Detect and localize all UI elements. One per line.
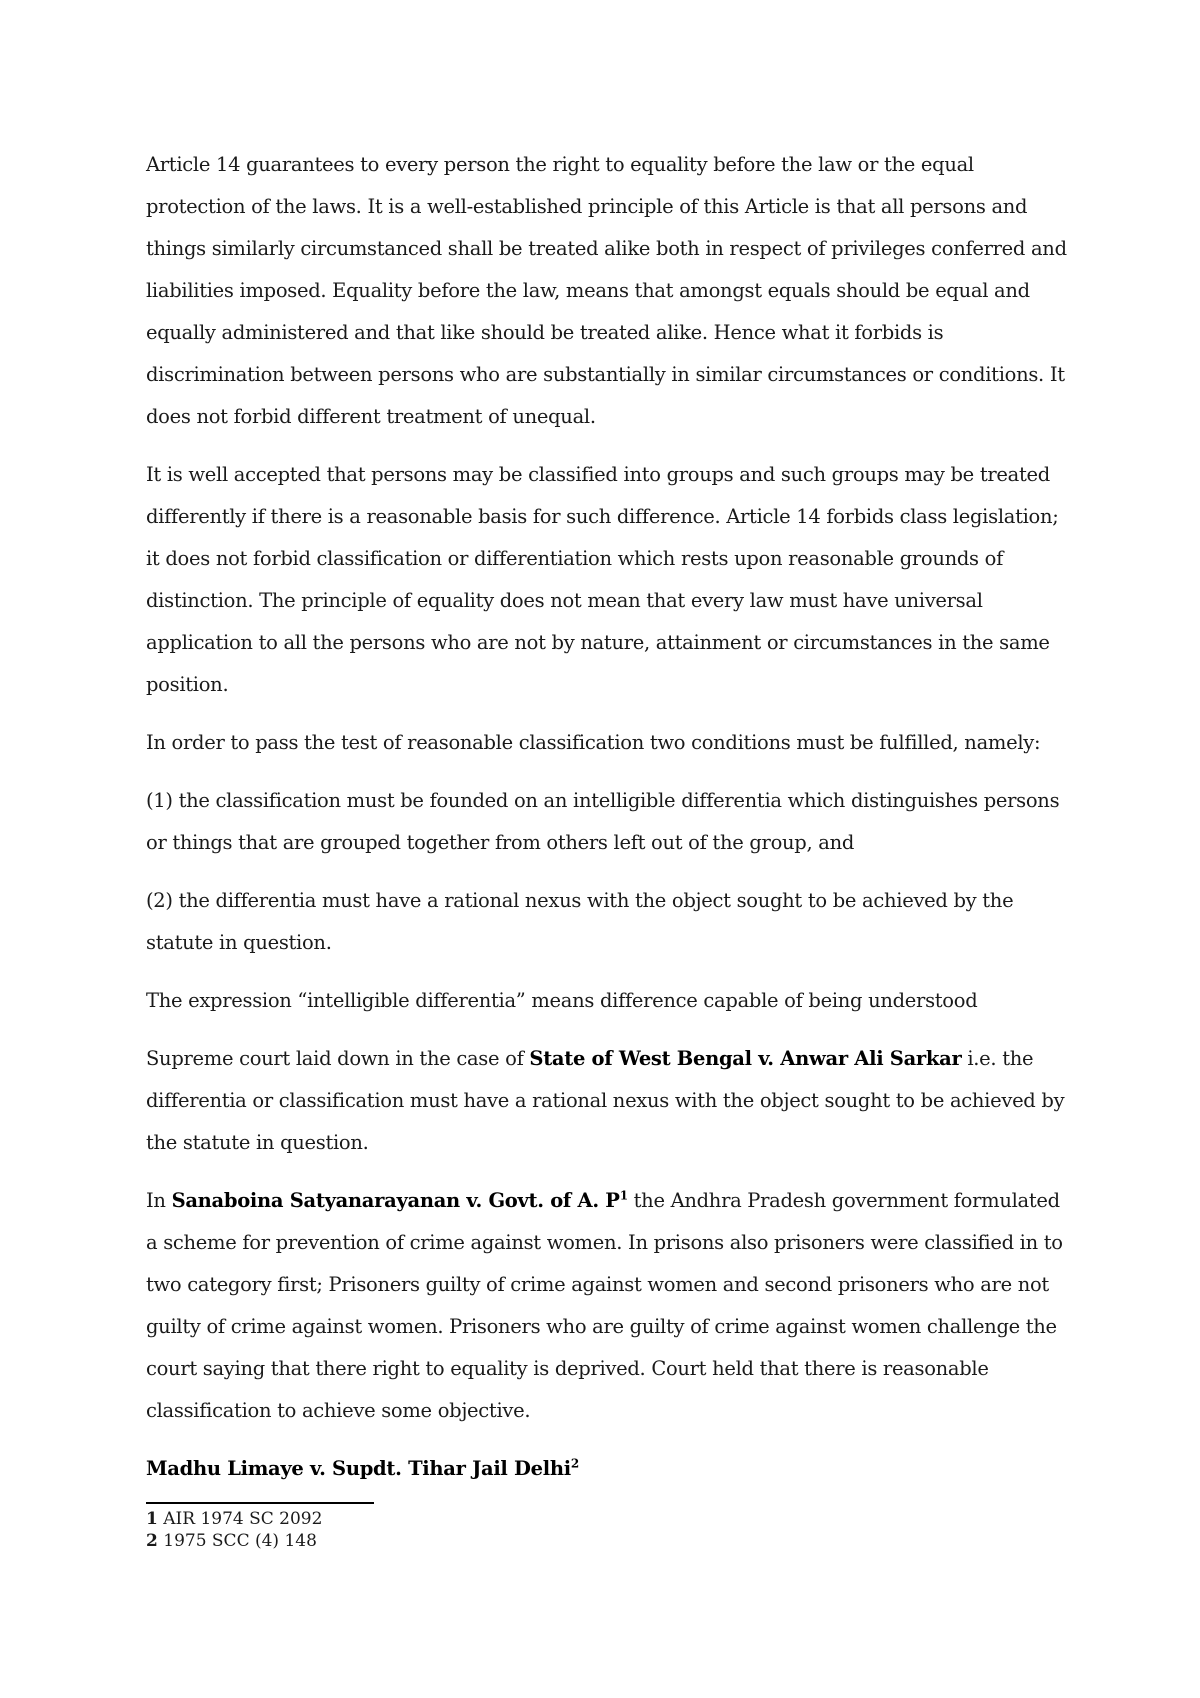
paragraph-sanaboina	[146, 1180, 1076, 1432]
footnote-text: 1975 SCC (4) 148	[157, 1531, 317, 1551]
text-run: i.e. the differentia or classification must have a rational nexus with the object sought to be achieved by the statute in question.	[146, 1047, 1065, 1154]
footnote-number: 1	[146, 1509, 158, 1529]
case-name: Madhu Limaye v. Supdt. Tihar Jail Delhi	[146, 1457, 571, 1480]
text-run: Supreme court laid down in the case of	[146, 1047, 530, 1070]
text-run: the Andhra Pradesh government formulated a scheme for prevention of crime against women. In prisons also prisoners were classified in to two category first; Prisoners guilty of crime against women and second prisoners who are not guilty of crime against women. Prisoners who are guilty of crime against women challenge the court saying that there right to equality is deprived. Court held that there is reasonable classification to achieve some objective.	[146, 1189, 1063, 1422]
paragraph-article-14: Article 14 guarantees to every person the right to equality before the law or the equal protection of the laws. It is a well-established principle of this Article is that all persons and things similarly circumstanced shall be treated alike both in respect of privileges conferred and liabilities imposed. Equality before the law, means that amongst equals should be equal and equally administered and that like should be treated alike. Hence what it forbids is discrimination between persons who are substantially in similar circumstances or conditions. It does not forbid different treatment of unequal.	[146, 153, 1067, 428]
footnote-ref[interactable]: 1	[619, 1188, 628, 1203]
footnote-text: AIR 1974 SC 2092	[157, 1509, 323, 1529]
paragraph-condition-2: (2) the differentia must have a rational nexus with the object sought to be achieved by the statute in question.	[146, 889, 1014, 954]
case-name: State of West Bengal v. Anwar Ali Sarkar	[529, 1047, 962, 1070]
paragraph-anwar-ali-sarkar	[146, 1038, 1076, 1164]
heading-madhu-limaye	[146, 1448, 1076, 1490]
paragraph-test-conditions: In order to pass the test of reasonable classification two conditions must be fulfilled, namely:	[146, 731, 1041, 754]
paragraph-intelligible-differentia: The expression “intelligible differentia” means difference capable of being understood	[146, 989, 978, 1012]
footnote-1	[146, 1508, 746, 1530]
paragraph-classification: It is well accepted that persons may be classified into groups and such groups may be treated differently if there is a reasonable basis for such difference. Article 14 forbids class legislation; it does not forbid classification or differentiation which rests upon reasonable grounds of distinction. The principle of equality does not mean that every law must have universal application to all the persons who are not by nature, attainment or circumstances in the same position.	[146, 463, 1059, 696]
footnote-2	[146, 1530, 746, 1552]
footnote-number: 2	[146, 1531, 158, 1551]
footnote-ref[interactable]: 2	[570, 1456, 579, 1471]
footnote-separator	[146, 1502, 374, 1504]
case-name: Sanaboina Satyanarayanan v. Govt. of A. P	[171, 1189, 620, 1212]
document-body	[146, 144, 1076, 1506]
footnotes-section	[146, 1502, 746, 1552]
paragraph-condition-1: (1) the classification must be founded on an intelligible differentia which distinguishes persons or things that are grouped together from others left out of the group, and	[146, 789, 1060, 854]
text-run: In	[146, 1189, 172, 1212]
